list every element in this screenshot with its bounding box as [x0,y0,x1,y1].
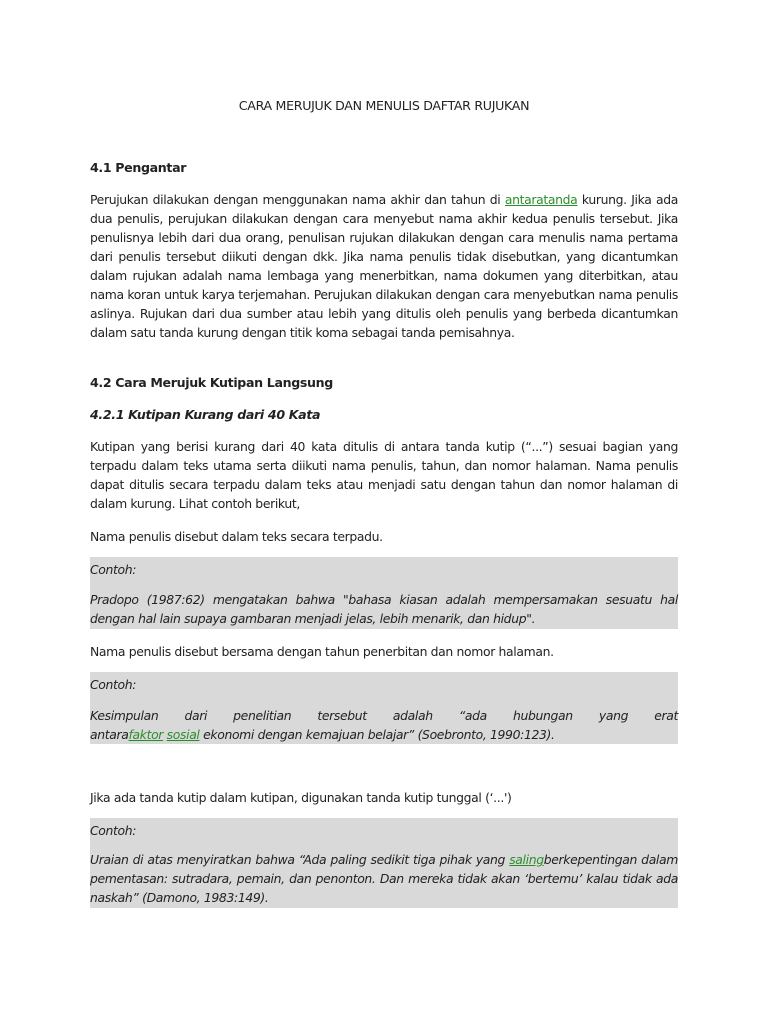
paragraph-kutip-tunggal: Jika ada tanda kutip dalam kutipan, digunakan tanda kutip tunggal (‘...') [90,790,512,805]
text-segment: Uraian di atas menyiratkan bahwa “Ada paling sedikit tiga pihak yang [90,852,510,867]
example-label: Contoh: [90,823,137,838]
link-faktor[interactable]: faktor [128,727,164,742]
paragraph-nama-terpadu: Nama penulis disebut dalam teks secara terpadu. [90,529,383,544]
example-box-2 [90,672,678,744]
heading-4-2-1: 4.2.1 Kutipan Kurang dari 40 Kata [90,407,321,422]
example-quote [90,850,678,907]
link-sosial[interactable]: sosial [166,727,200,742]
text-segment: antara [90,727,129,742]
heading-4-2: 4.2 Cara Merujuk Kutipan Langsung [90,375,333,390]
text-segment: berkepentingan dalam pementasan: sutradara, pemain, dan penonton. Dan mereka tidak akan ‘bertemu’ kalau tidak ada naskah” (Damono, 1983:149). [90,852,678,905]
heading-4-1: 4.1 Pengantar [90,160,187,175]
example-label: Contoh: [90,677,137,692]
example-quote-line [90,725,678,744]
text-segment: Perujukan dilakukan dengan menggunakan nama akhir dan tahun di [90,192,505,207]
example-box-3 [90,818,678,908]
text-segment: ekonomi dengan kemajuan belajar” (Soebronto, 1990:123). [199,727,555,742]
paragraph-kutipan: Kutipan yang berisi kurang dari 40 kata ditulis di antara tanda kutip (“...”) sesuai bagian yang terpadu dalam teks utama serta diikuti nama penulis, tahun, dan nomor halaman. Nama penulis dapat ditulis secara terpadu dalam teks atau menjadi satu dengan tahun dan nomor halaman di dalam kurung. Lihat contoh berikut, [90,439,678,511]
example-box-1 [90,557,678,629]
link-saling[interactable]: saling [509,852,544,867]
example-quote: Pradopo (1987:62) mengatakan bahwa "bahasa kiasan adalah mempersamakan sesuatu hal dengan hal lain supaya gambaran menjadi jelas, lebih menarik, dan hidup". [90,592,678,626]
paragraph-nama-tahun: Nama penulis disebut bersama dengan tahun penerbitan dan nomor halaman. [90,644,554,659]
text-segment: kurung. Jika ada dua penulis, perujukan dilakukan dengan cara menyebut nama akhir kedua penulis tersebut. Jika penulisnya lebih dari dua orang, penulisan rujukan dilakukan dengan cara menulis nama pertama dari penulis tersebut diikuti dengan dkk. Jika nama penulis tidak disebutkan, yang dicantumkan dalam rujukan adalah nama lembaga yang menerbitkan, nama dokumen yang diterbitkan, atau nama koran untuk karya terjemahan. Perujukan dilakukan dengan cara menyebutkan nama penulis aslinya. Rujukan dari dua sumber atau lebih yang ditulis oleh penulis yang berbeda dicantumkan dalam satu tanda kurung dengan titik koma sebagai tanda pemisahnya. [90,192,678,340]
example-label: Contoh: [90,562,137,577]
link-antaratanda[interactable]: antaratanda [504,192,578,207]
paragraph-pengantar [90,190,678,342]
document-title: CARA MERUJUK DAN MENULIS DAFTAR RUJUKAN [238,98,530,113]
example-quote-line: Kesimpulan dari penelitian tersebut adalah “ada hubungan yang erat [90,708,678,723]
